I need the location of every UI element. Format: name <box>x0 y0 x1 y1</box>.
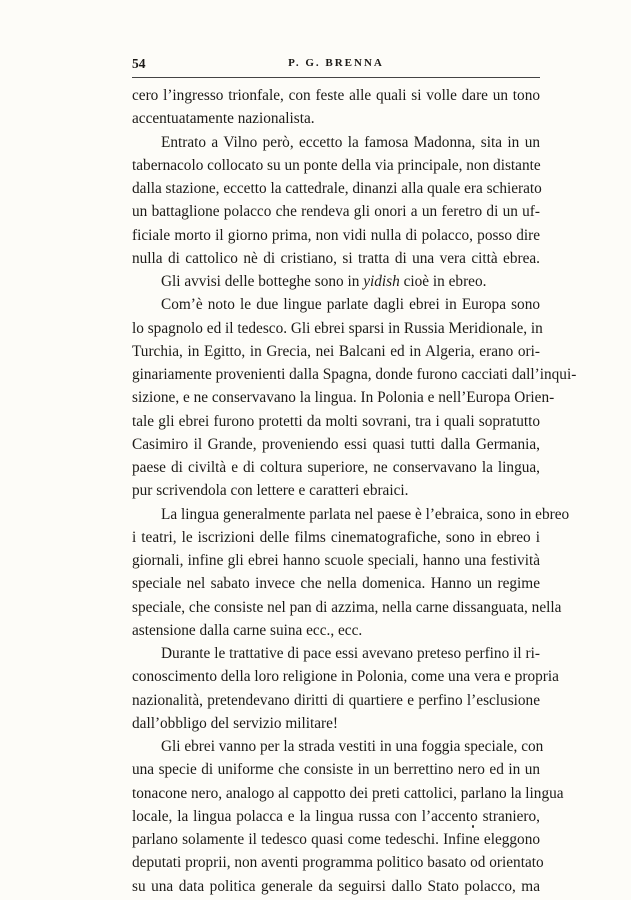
text-line: dalla stazione, eccetto la cattedrale, dinanzi alla quale era schierato <box>132 180 542 197</box>
text-line: paese di civiltà e di coltura superiore, ne conservavano la lingua, <box>132 459 540 476</box>
text-line: pur scrivendola con lettere e caratteri ebraici. <box>132 482 409 500</box>
text-line: Gli ebrei vanno per la strada vestiti in una foggia speciale, con <box>161 738 544 755</box>
text-line: Turchia, in Egitto, in Grecia, nei Balcani ed in Algeria, erano ori- <box>132 342 540 360</box>
text-line: Durante le trattative di pace essi avevano preteso perfino il ri- <box>161 645 540 662</box>
text-line: speciale nel sabato invece che nella domenica. Hanno un regime <box>132 575 540 593</box>
header-rule <box>132 77 540 78</box>
text-line: conoscimento della loro religione in Polonia, come una vera e propria <box>132 668 559 686</box>
text-line: lo spagnolo ed il tedesco. Gli ebrei sparsi in Russia Meridionale, in <box>132 319 543 337</box>
text-run: cioè in ebreo. <box>403 273 487 290</box>
text-line: astensione dalla carne suina ecc., ecc. <box>132 621 363 639</box>
text-run: Gli avvisi delle botteghe sono in <box>161 273 360 290</box>
text-line: accentuatamente nazionalista. <box>132 110 315 128</box>
text-line: sizione, e ne conservavano la lingua. In Polonia e nell’Europa Orien- <box>132 389 555 407</box>
italic-word: yidish <box>363 273 400 290</box>
text-line <box>132 270 540 293</box>
text-line: tabernacolo collocato su un ponte della via principale, non distante <box>132 156 541 174</box>
text-line: nulla di cattolico nè di cristiano, si tratta di una vera città ebrea. <box>132 249 540 267</box>
text-line: speciale, che consiste nel pan di azzima, nella carne dissanguata, nella <box>132 598 562 616</box>
text-line: cero l’ingresso trionfale, con feste alle quali si volle dare un tono <box>132 87 540 104</box>
text-line: giornali, infine gli ebrei hanno scuole speciali, hanno una festività <box>132 552 540 569</box>
text-line: un battaglione polacco che rendeva gli onori a un feretro di un uf- <box>132 203 540 221</box>
page-number: 54 <box>132 56 146 71</box>
body-text <box>132 84 577 898</box>
text-line: tale gli ebrei furono protetti da molti sovrani, tra i quali sopratutto <box>132 412 540 430</box>
text-line: deputati proprii, non aventi programma politico basato od orientato <box>132 854 544 872</box>
text-line: La lingua generalmente parlata nel paese è l’ebraica, sono in ebreo <box>161 505 570 523</box>
text-line: Casimiro il Grande, proveniendo essi quasi tutti dalla Germania, <box>132 435 540 453</box>
text-line: locale, la lingua polacca e la lingua russa con l’accento straniero, <box>132 807 540 825</box>
text-line: tonacone nero, analogo al cappotto dei preti cattolici, parlano la lingua <box>132 784 564 802</box>
text-line: Com’è noto le due lingue parlate dagli ebrei in Europa sono <box>161 296 540 314</box>
text-line: una specie di uniforme che consiste in un berrettino nero ed in un <box>132 761 540 779</box>
text-line: ficiale morto il giorno prima, non vidi nulla di polacco, posso dire <box>132 226 540 244</box>
running-head: P. G. BRENNA <box>288 57 384 69</box>
text-line: nazionalità, pretendevano diritti di quartiere e perfino l’esclusione <box>132 691 540 709</box>
text-line: i teatri, le iscrizioni delle films cinematografiche, sono in ebreo i <box>132 528 540 546</box>
page-header <box>132 56 540 76</box>
text-line: Entrato a Vilno però, eccetto la famosa Madonna, sita in un <box>161 133 540 151</box>
text-line: ginariamente provenienti dalla Spagna, donde furono cacciati dall’inqui- <box>132 366 577 383</box>
text-line: su una data politica generale da seguirsi dallo Stato polacco, ma <box>132 877 540 895</box>
text-line: dall’obbligo del servizio militare! <box>132 714 339 732</box>
ink-speck <box>472 825 474 828</box>
text-line: parlano solamente il tedesco quasi come tedeschi. Infine eleggono <box>132 831 540 848</box>
